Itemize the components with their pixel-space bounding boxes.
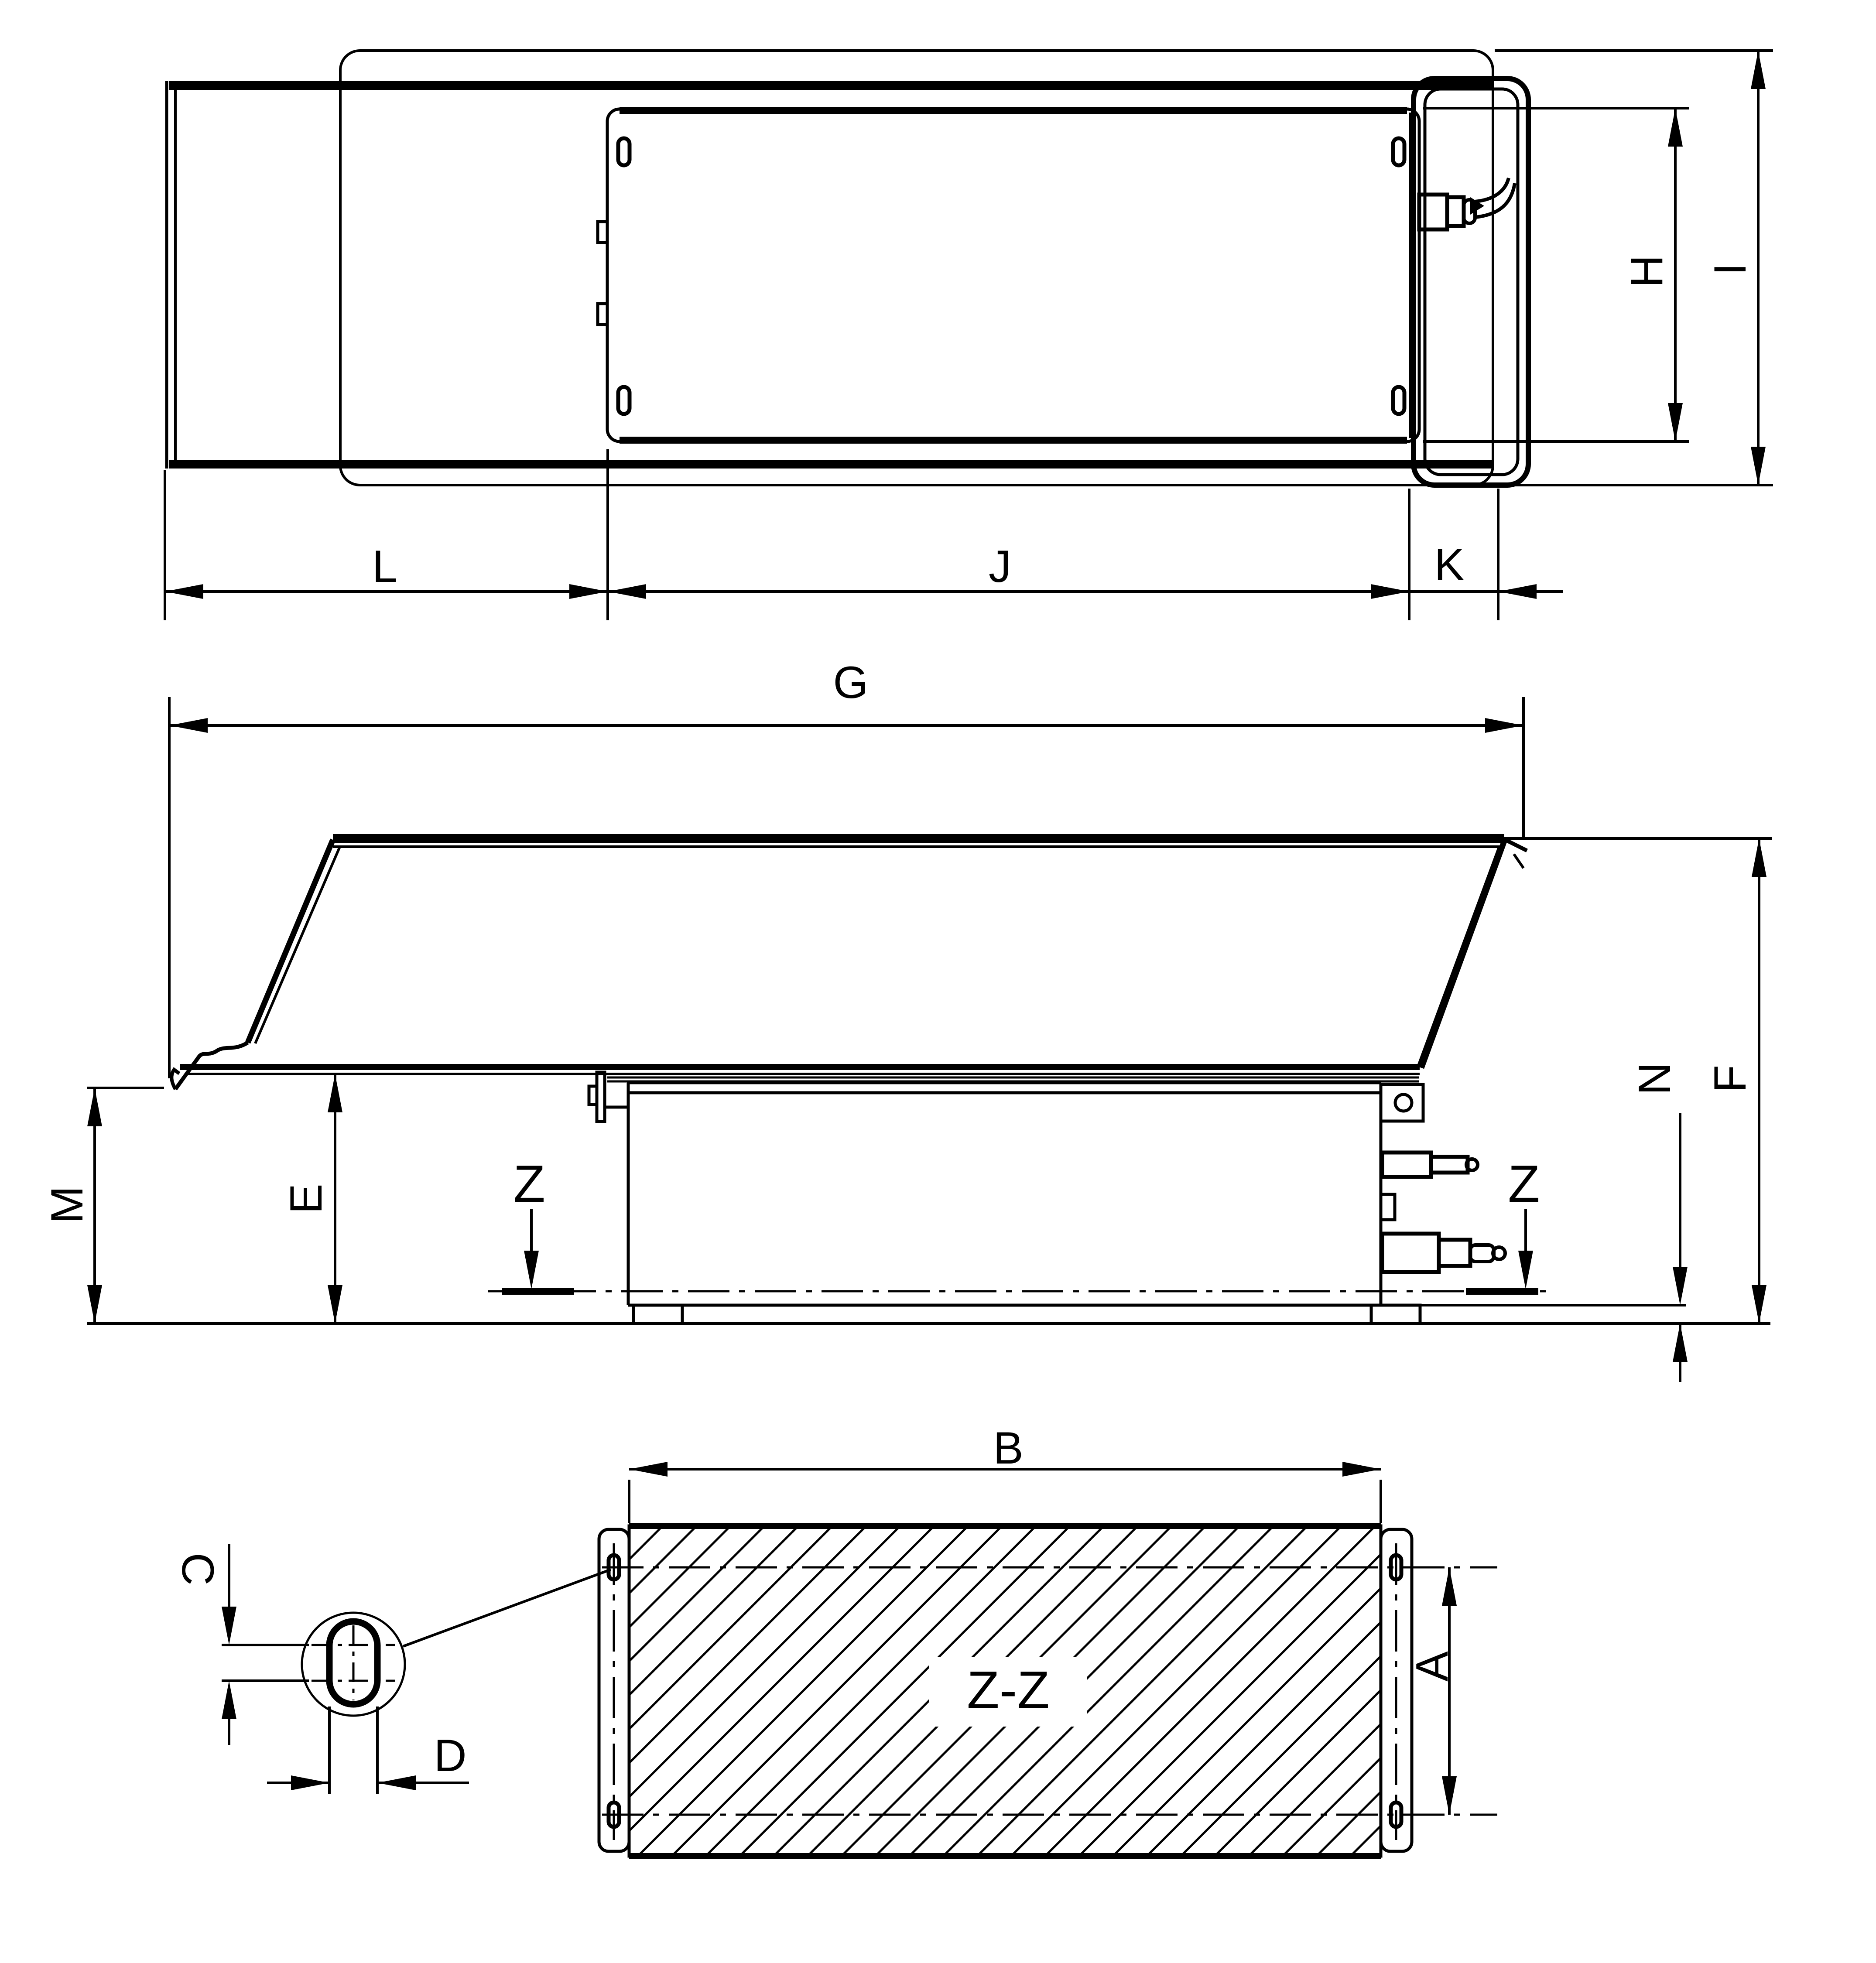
arrowhead: [1668, 108, 1683, 147]
right-bracket-plate: [1381, 1084, 1423, 1121]
right-slant-outer: [1421, 841, 1504, 1068]
arrowhead: [1518, 1251, 1533, 1289]
cover-plate-outline: [340, 51, 1493, 485]
arrowhead: [1442, 1567, 1457, 1606]
left-slant-outer: [248, 840, 333, 1043]
end-cap-outer: [1414, 79, 1528, 485]
arrowhead: [1673, 1323, 1688, 1362]
section-mark-z-left: Z: [513, 1155, 545, 1213]
panel-tab-upper: [598, 222, 607, 243]
panel-slot-bottom-right: [1393, 387, 1404, 414]
arrowhead: [1442, 1776, 1457, 1815]
right-slant-inner: [1419, 847, 1499, 1064]
section-title: Z-Z: [967, 1660, 1050, 1720]
lower-connector-pin: [1470, 1245, 1494, 1262]
arrowhead: [165, 584, 203, 599]
upper-connector-tip: [1466, 1159, 1478, 1170]
arrowhead: [1371, 584, 1409, 599]
top-view: [165, 51, 1773, 620]
dim-label-a: A: [1407, 1651, 1458, 1682]
dim-label-b: B: [993, 1423, 1024, 1474]
surface-right-rim: [1504, 839, 1527, 851]
arrowhead: [377, 1775, 416, 1790]
arrowhead: [291, 1775, 329, 1790]
left-slant-inner: [255, 847, 340, 1043]
arrowhead: [169, 718, 208, 733]
arrowhead: [222, 1681, 236, 1719]
connector-fitting-top-view: [1419, 178, 1515, 229]
right-foot: [1371, 1305, 1420, 1323]
lower-connector-body: [1382, 1234, 1439, 1272]
upper-connector-pin: [1431, 1157, 1468, 1173]
dim-label-f: F: [1705, 1065, 1756, 1093]
section-mark-z-right: Z: [1508, 1155, 1540, 1213]
arrowhead: [1668, 403, 1683, 441]
dim-label-k: K: [1434, 540, 1465, 590]
arrowhead: [1752, 838, 1766, 877]
panel-slot-top-left: [618, 138, 630, 165]
arrowhead: [222, 1607, 236, 1645]
arrowhead: [1485, 718, 1523, 733]
arrowhead: [87, 1285, 102, 1323]
side-connector-lower: [1382, 1234, 1505, 1272]
arrowhead: [1342, 1462, 1381, 1477]
arrowhead: [1751, 447, 1766, 485]
upper-connector-body: [1382, 1152, 1431, 1177]
arrowhead: [524, 1251, 539, 1289]
surface-right-tick: [1514, 854, 1523, 868]
dim-label-c: C: [172, 1553, 223, 1586]
right-bracket-hole: [1395, 1094, 1412, 1111]
section-view: [403, 1423, 1497, 1856]
arrowhead: [328, 1285, 342, 1323]
left-foot: [633, 1305, 682, 1323]
dim-label-m: M: [42, 1186, 92, 1224]
detail-view: [172, 1544, 469, 1794]
dim-label-e: E: [281, 1183, 332, 1214]
arrowhead: [608, 584, 646, 599]
arrowhead: [328, 1074, 342, 1112]
arrowhead: [1751, 51, 1766, 89]
arrowhead: [87, 1088, 102, 1126]
detail-leader-line: [403, 1570, 611, 1646]
panel-tab-lower: [598, 304, 607, 325]
left-bracket-stub: [589, 1086, 597, 1105]
dim-label-g: G: [833, 657, 869, 708]
panel-slot-top-right: [1393, 138, 1404, 165]
arrowhead: [569, 584, 608, 599]
dim-label-n: N: [1630, 1062, 1680, 1095]
lower-connector-neck: [1439, 1240, 1470, 1266]
side-view: [42, 657, 1772, 1382]
panel-outline: [607, 109, 1419, 441]
dim-label-j: J: [989, 541, 1011, 592]
wall-stub: [1381, 1194, 1395, 1220]
dim-label-d: D: [434, 1730, 467, 1781]
arrowhead: [1498, 584, 1537, 599]
arrowhead: [629, 1462, 668, 1477]
arrowhead: [1752, 1285, 1766, 1323]
end-cap-inner: [1425, 89, 1518, 475]
dim-label-l: L: [372, 541, 397, 592]
panel-slot-bottom-left: [618, 387, 630, 414]
side-connector-upper: [1382, 1152, 1478, 1177]
connector-neck: [1447, 197, 1464, 226]
dim-label-i: I: [1705, 263, 1756, 276]
arrowhead: [1673, 1267, 1688, 1305]
dim-label-h: H: [1622, 255, 1672, 288]
